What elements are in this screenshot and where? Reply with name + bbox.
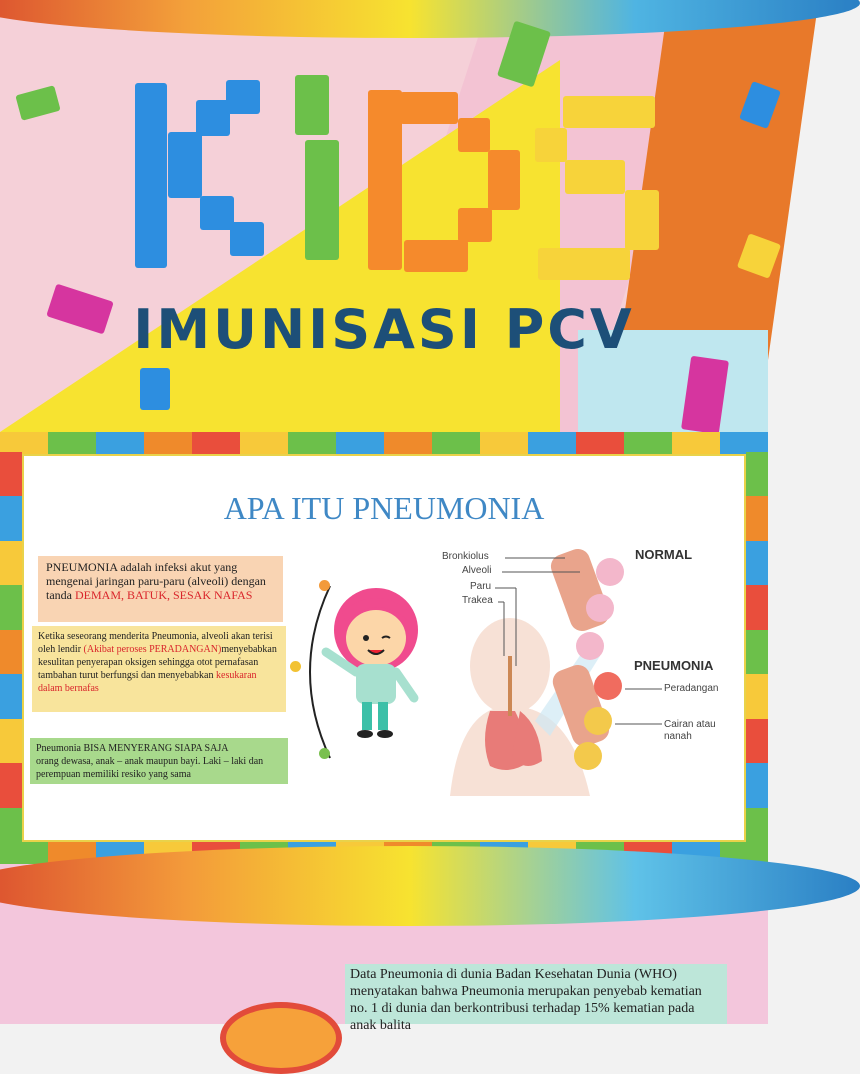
lego-block-orange — [368, 90, 402, 270]
lego-block-yellow — [538, 248, 630, 280]
decorative-swirl — [0, 846, 860, 926]
mechanism-highlight-a: (Akibat peroses PERADANGAN) — [83, 644, 222, 655]
mechanism-highlight-b: kesukaran dalam bernafas — [38, 670, 257, 694]
timeline-dot-green — [319, 748, 330, 759]
lego-block-yellow — [625, 190, 659, 250]
lego-border-right — [746, 452, 768, 852]
lego-block-green — [295, 75, 329, 135]
mechanism-box — [32, 626, 286, 712]
label-alveoli: Alveoli — [462, 565, 492, 576]
lego-block-blue — [226, 80, 260, 114]
lego-block-blue — [196, 100, 230, 136]
risk-text: orang dewasa, anak – anak maupun bayi. Laki – laki dan perempuan memiliki resiko yang sama — [36, 756, 264, 780]
timeline-dot-yellow — [290, 661, 301, 672]
lego-block-orange — [458, 118, 490, 152]
decorative-circle — [220, 1002, 342, 1074]
cover-title: IMUNISASI PCV — [133, 298, 635, 361]
mechanism-text-a: Ketika seseorang menderita Pneumonia, alveoli akan terisi oleh lendir — [38, 631, 273, 655]
who-data-text: Data Pneumonia di dunia Badan Kesehatan Dunia (WHO) menyatakan bahwa Pneumonia merupakan penyebab kematian no. 1 di dunia dan berkontribusi terhadap 15% kematian pada anak balita — [345, 964, 727, 1024]
lego-block-orange — [400, 92, 458, 124]
label-bronkiolus: Bronkiolus — [442, 551, 489, 562]
risk-heading: Pneumonia BISA MENYERANG SIAPA SAJA — [36, 743, 229, 754]
lego-block-green — [305, 140, 339, 260]
label-trakea: Trakea — [462, 595, 493, 606]
label-paru: Paru — [470, 581, 492, 592]
lego-border-top — [0, 432, 768, 454]
lego-block-orange — [458, 208, 492, 242]
slide-pneumonia — [0, 432, 768, 864]
lego-block-blue — [168, 132, 202, 198]
mechanism-text-b: menyebabkan kesulitan penyerapan oksigen sehingga otot pernafasan tambahan turut berfungsi dan menyebabkan — [38, 644, 277, 681]
label-cairan-1: Cairan atau — [664, 719, 716, 730]
lego-block-orange — [488, 150, 520, 210]
slide-title: APA ITU PNEUMONIA — [223, 490, 545, 526]
label-peradangan: Peradangan — [664, 683, 719, 694]
background-yellow-triangle — [0, 60, 560, 432]
slide-data — [0, 864, 768, 1033]
risk-box — [30, 738, 288, 784]
symptoms-highlight: DEMAM, BATUK, SESAK NAFAS — [75, 588, 253, 602]
lego-border-left — [0, 452, 22, 852]
lego-block-blue — [140, 368, 170, 410]
lego-block-blue — [200, 196, 234, 230]
pneumonia-heading: PNEUMONIA — [634, 658, 714, 673]
lego-block-yellow — [535, 128, 567, 162]
slide-cover — [0, 0, 768, 432]
lego-block-blue — [230, 222, 264, 256]
lego-block-yellow — [563, 96, 655, 128]
lego-block-yellow — [565, 160, 625, 194]
lego-block-blue — [135, 83, 167, 268]
label-cairan-2: nanah — [664, 731, 692, 742]
definition-box — [38, 556, 283, 622]
lego-block-orange — [404, 240, 468, 272]
girl-illustration — [318, 582, 428, 742]
definition-text: PNEUMONIA adalah infeksi akut yang mengenai jaringan paru-paru (alveoli) dengan tanda — [46, 560, 266, 602]
normal-heading: NORMAL — [635, 547, 693, 562]
